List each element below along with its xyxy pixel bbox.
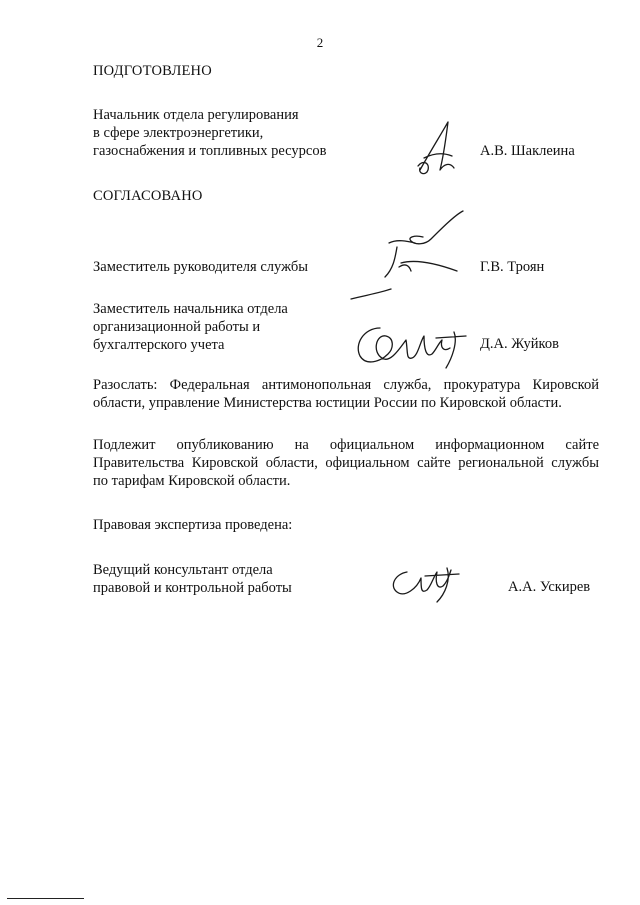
position-line: Начальник отдела регулирования — [93, 107, 299, 123]
distribution-paragraph — [93, 376, 599, 412]
legal-review-name: А.А. Ускирев — [508, 579, 591, 595]
position-line: Ведущий консультант отдела — [93, 562, 273, 578]
legal-review-position — [93, 561, 292, 597]
publication-line: Подлежит опубликованию на официальном информационном сайте — [93, 437, 599, 453]
publication-line: Правительства Кировской области, официальном сайте региональной службы — [93, 455, 599, 471]
publication-paragraph — [93, 436, 599, 490]
position-line: газоснабжения и топливных ресурсов — [93, 143, 327, 159]
agreed-position-2 — [93, 300, 288, 354]
position-line: правовой и контрольной работы — [93, 580, 292, 596]
position-line: Заместитель руководителя службы — [93, 259, 309, 275]
agreed-heading: СОГЛАСОВАНО — [93, 188, 203, 204]
signature-uskirev — [385, 560, 465, 606]
footer-rule — [7, 898, 84, 899]
position-line: Заместитель начальника отдела — [93, 301, 288, 317]
prepared-heading: ПОДГОТОВЛЕНО — [93, 63, 212, 79]
legal-review-statement: Правовая экспертиза проведена: — [93, 517, 293, 533]
position-line: организационной работы и — [93, 319, 261, 335]
position-line: бухгалтерского учета — [93, 337, 225, 353]
publication-line: по тарифам Кировской области. — [93, 473, 291, 489]
prepared-position — [93, 106, 326, 160]
distribution-line: области, управление Министерства юстиции России по Кировской области. — [93, 395, 562, 411]
page-number: 2 — [316, 35, 324, 50]
position-line: в сфере электроэнергетики, — [93, 125, 264, 141]
agreed-name-2: Д.А. Жуйков — [480, 336, 559, 352]
agreed-position-1 — [93, 258, 308, 276]
signature-shakleina — [410, 118, 460, 180]
agreed-name-1: Г.В. Троян — [480, 259, 545, 275]
signature-zhuikov — [350, 318, 470, 372]
prepared-name: А.В. Шаклеина — [480, 143, 575, 159]
distribution-line: Разослать: Федеральная антимонопольная служба, прокуратура Кировской — [93, 377, 599, 393]
signature-troyan — [345, 205, 475, 305]
